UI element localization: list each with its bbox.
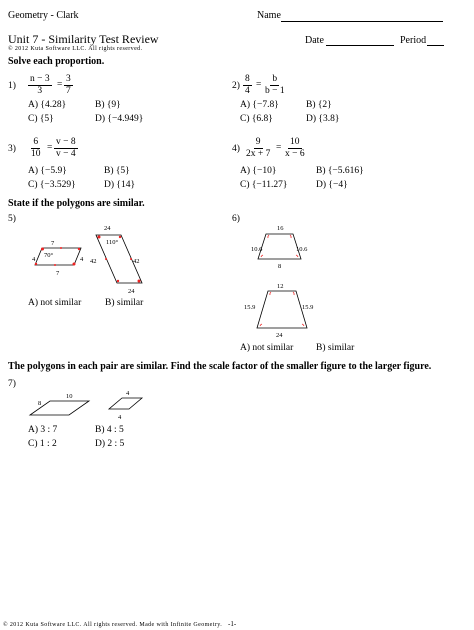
footer-copyright: © 2012 Kuta Software LLC. All rights reserved. Made with Infinite Geometry.: [3, 622, 223, 628]
large-right-label: 15.9: [302, 304, 314, 311]
small-angle-label: 70°: [44, 252, 54, 259]
problem-2-lhs: $\frac{8}{4}$: [245, 74, 250, 96]
small-top-label: 16: [277, 225, 284, 232]
section3-instruction: The polygons in each pair are similar. Find the scale factor of the smaller figure to the larger figure.: [8, 361, 432, 372]
problem-5-choice-b[interactable]: B) similar: [105, 298, 144, 308]
small-left-label: 4: [32, 256, 36, 263]
section1-instruction: Solve each proportion.: [8, 56, 105, 67]
large-top-label: 24: [104, 225, 111, 232]
problem-3-rhs: $\frac{v - 8}{v - 4}$: [56, 137, 76, 159]
problem-6-choice-a[interactable]: A) not similar: [240, 343, 294, 353]
problem-2-number: 2): [232, 81, 240, 91]
problem-1-choice-d[interactable]: D) {−4.949}: [95, 114, 144, 124]
page-number: -1-: [228, 620, 237, 628]
course-label: Geometry - Clark: [8, 10, 79, 21]
problem-2-choice-c[interactable]: C) {6.8}: [240, 114, 273, 124]
problem-4-choice-c[interactable]: C) {−11.27}: [240, 180, 288, 190]
problem-1-number: 1): [8, 81, 16, 91]
problem-1-rhs: $\frac{3}{7}$: [66, 74, 71, 96]
problem-3-lhs: $\frac{6}{10}$: [31, 137, 41, 159]
equals-sign: =: [57, 80, 63, 90]
name-label: Name: [257, 10, 281, 21]
equals-sign: =: [256, 80, 262, 90]
problem-2-choice-d[interactable]: D) {3.8}: [306, 114, 340, 124]
small-bottom-label: 7: [56, 270, 60, 277]
problem-1-choice-b[interactable]: B) {9}: [95, 100, 121, 110]
large-top-label: 10: [66, 393, 73, 400]
problem-2-choice-b[interactable]: B) {2}: [306, 100, 332, 110]
problem-7-choice-b[interactable]: B) 4 : 5: [95, 425, 124, 435]
problem-7-choice-d[interactable]: D) 2 : 5: [95, 439, 125, 449]
problem-7-number: 7): [8, 379, 16, 389]
small-bottom-label: 4: [118, 414, 122, 421]
small-top-label: 4: [126, 390, 130, 397]
period-label: Period: [400, 35, 427, 46]
problem-1-choice-a[interactable]: A) {4.28}: [28, 100, 67, 110]
small-parallelogram: [109, 398, 142, 409]
problem-5-choice-a[interactable]: A) not similar: [28, 298, 82, 308]
large-top-label: 12: [277, 283, 284, 290]
problem-6-choice-b[interactable]: B) similar: [316, 343, 355, 353]
large-left-label: 42: [90, 258, 97, 265]
problem-4-lhs: $\frac{9}{2x + 7}$: [246, 137, 271, 159]
large-left-label: 15.9: [244, 304, 256, 311]
problem-7-choice-a[interactable]: A) 3 : 7: [28, 425, 58, 435]
large-bottom-label: 24: [276, 332, 283, 339]
problem-2-choice-a[interactable]: A) {−7.8}: [240, 100, 279, 110]
problem-1-choice-c[interactable]: C) {5}: [28, 114, 54, 124]
large-right-label: 42: [133, 258, 140, 265]
problem-4-choice-d[interactable]: D) {−4}: [316, 180, 348, 190]
problem-2-rhs: $\frac{b}{b - 1}$: [265, 74, 285, 96]
header-copyright: © 2012 Kuta Software LLC. All rights reserved.: [8, 46, 143, 52]
small-bottom-label: 8: [278, 263, 282, 270]
large-left-label: 8: [38, 400, 42, 407]
problem-4-choice-b[interactable]: B) {−5.616}: [316, 166, 364, 176]
problem-3-number: 3): [8, 144, 16, 154]
page-title: Unit 7 - Similarity Test Review: [8, 32, 159, 46]
problem-6-number: 6): [232, 214, 240, 224]
large-angle-label: 110°: [106, 239, 119, 246]
problem-5-number: 5): [8, 214, 16, 224]
equals-sign: =: [47, 143, 53, 153]
equals-sign: =: [276, 143, 282, 153]
problem-1-lhs: $\frac{n - 3}{3}$: [30, 74, 50, 96]
problem-4-choice-a[interactable]: A) {−10}: [240, 166, 277, 176]
problem-4-number: 4): [232, 144, 240, 154]
problem-3-choice-a[interactable]: A) {−5.9}: [28, 166, 67, 176]
date-label: Date: [305, 35, 324, 46]
section2-instruction: State if the polygons are similar.: [8, 198, 145, 209]
problem-3-choice-d[interactable]: D) {14}: [104, 180, 136, 190]
problem-7-choice-c[interactable]: C) 1 : 2: [28, 439, 57, 449]
small-right-label: 10.6: [296, 246, 308, 253]
small-left-label: 10.6: [251, 246, 263, 253]
problem-3-choice-c[interactable]: C) {−3.529}: [28, 180, 76, 190]
problem-4-rhs: $\frac{10}{x - 6}$: [285, 137, 305, 159]
large-bottom-label: 24: [128, 288, 135, 295]
small-top-label: 7: [51, 240, 55, 247]
small-right-label: 4: [80, 256, 84, 263]
problem-3-choice-b[interactable]: B) {5}: [104, 166, 130, 176]
